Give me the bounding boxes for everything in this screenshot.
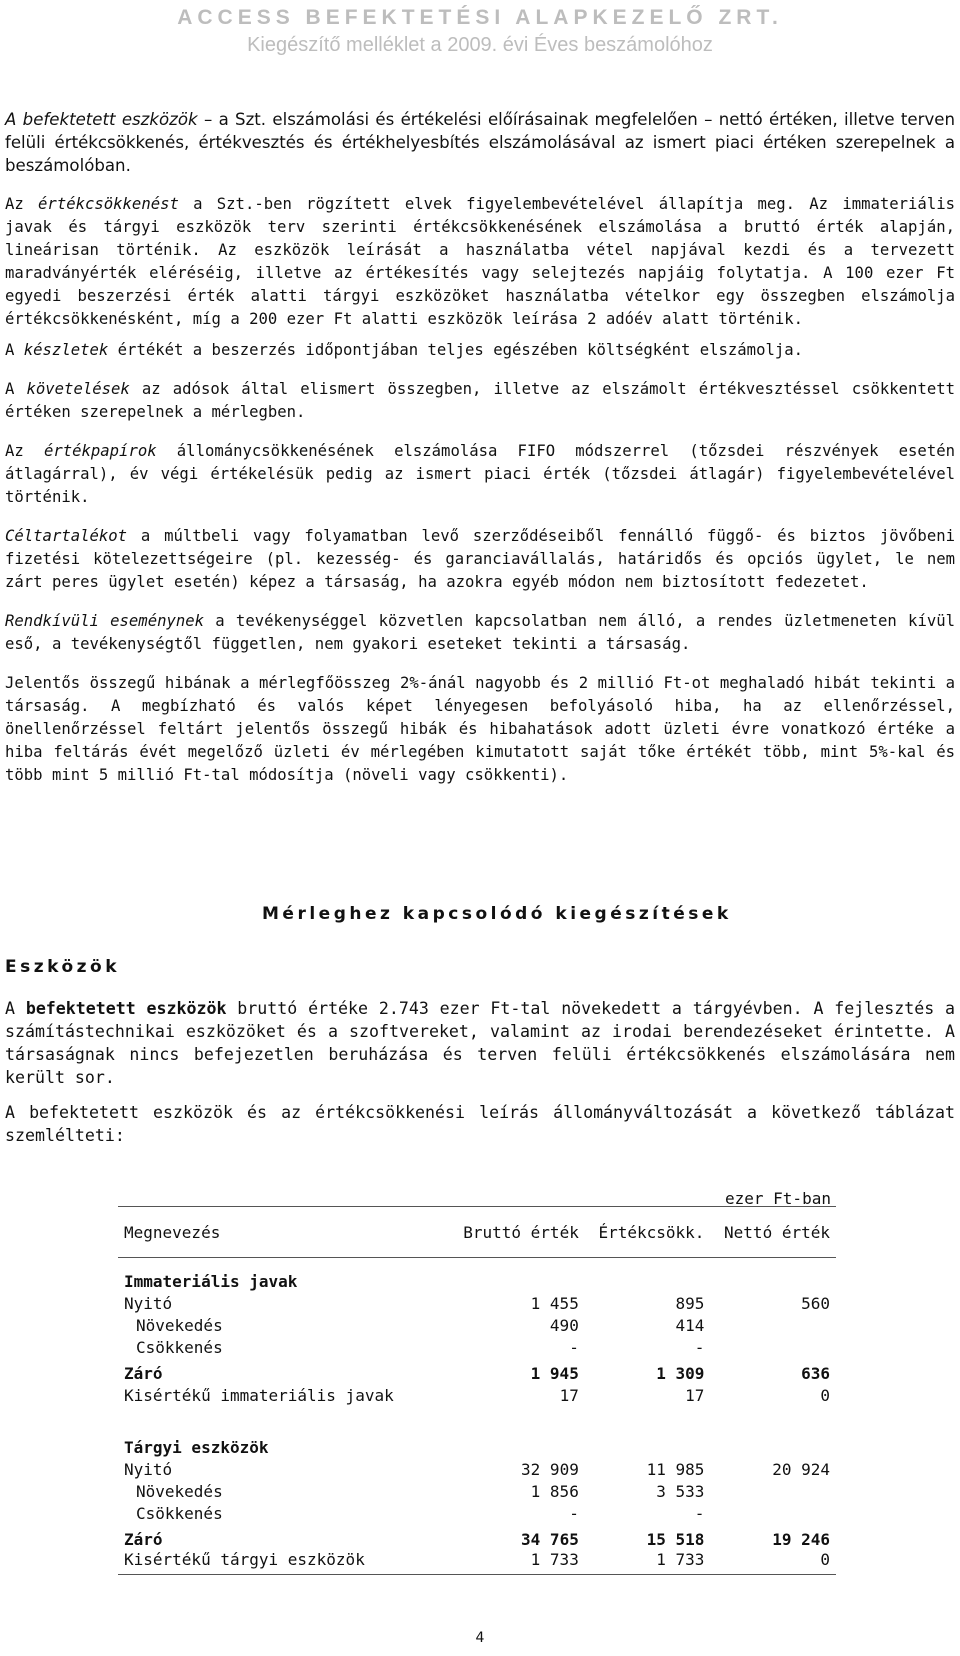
term-provisions: Céltartalékot — [5, 527, 128, 545]
table-row — [118, 1314, 836, 1336]
cell-gross: 1 856 — [530, 1481, 579, 1501]
term-inventory: készletek — [23, 341, 109, 359]
term-fixed-assets-bold: befektetett eszközök — [25, 999, 227, 1018]
closing-row — [118, 1362, 836, 1384]
cell-label: Nyitó — [124, 1459, 173, 1479]
header-depreciation: Értékcsökk. — [585, 1207, 711, 1258]
cell-depreciation: 1 733 — [585, 1550, 711, 1575]
paragraph-text: Az — [5, 195, 39, 213]
table-row — [118, 1384, 836, 1406]
cell-depreciation: 414 — [675, 1315, 705, 1335]
cell-gross: - — [569, 1337, 579, 1357]
cell-depreciation: 11 985 — [646, 1459, 705, 1479]
table-header-row — [118, 1207, 836, 1258]
cell-label: Csökkenés — [136, 1337, 223, 1357]
cell-net — [710, 1502, 836, 1524]
table-row — [118, 1550, 836, 1575]
cell-depreciation: 17 — [685, 1385, 705, 1405]
paragraph-provisions — [5, 525, 955, 594]
table-row — [118, 1336, 836, 1358]
company-name: ACCESS BEFEKTETÉSI ALAPKEZELŐ ZRT. — [177, 6, 783, 29]
term-depreciation: értékcsökkenést — [38, 195, 179, 213]
paragraph-text: A — [5, 380, 27, 398]
group-title-row — [118, 1436, 836, 1458]
cell-net — [710, 1480, 836, 1502]
page-number: 4 — [475, 1630, 485, 1646]
cell-net: 560 — [801, 1293, 830, 1313]
assets-text — [5, 997, 955, 1159]
cell-label: Kisértékű immateriális javak — [124, 1385, 394, 1405]
cell-net: 0 — [710, 1550, 836, 1575]
paragraph-assets-growth — [5, 997, 955, 1089]
paragraph-depreciation — [5, 193, 955, 331]
term-receivables: követelések — [26, 380, 130, 398]
paragraph-text: A — [5, 999, 26, 1018]
paragraph-text: az adósok által elismert összegben, illetve az elszámolt értékvesztéssel csökkentett értéken szerepelnek a mérlegben. — [5, 380, 955, 421]
paragraph-text: Az — [5, 442, 44, 460]
cell-gross: 490 — [549, 1315, 579, 1335]
assets-table — [118, 1206, 836, 1575]
cell-gross: 1 945 — [530, 1363, 579, 1383]
header-net: Nettó érték — [710, 1207, 836, 1258]
paragraph-text: – a Szt. elszámolási és értékelési előírásainak megfelelően – nettó értéken, illetve terven felüli értékcsökkenés, értékvesztés és értékhelyesbítés elszámolásával az ismert piaci értéken szerepelnek a beszámolóban. — [5, 110, 956, 175]
paragraph-fixed-assets — [5, 108, 955, 177]
term-securities: értékpapírok — [43, 442, 157, 460]
cell-depreciation: 1 309 — [656, 1363, 705, 1383]
cell-gross: 32 909 — [521, 1459, 579, 1479]
table-row — [118, 1292, 836, 1314]
table-unit: ezer Ft-ban — [725, 1189, 831, 1208]
term-extraordinary: Rendkívüli eseménynek — [5, 612, 205, 630]
group-title: Immateriális javak — [124, 1271, 298, 1291]
paragraph-securities — [5, 440, 955, 509]
cell-net — [710, 1314, 836, 1336]
term-fixed-assets: A befektetett eszközök — [5, 110, 198, 129]
paragraph-text: A — [5, 341, 24, 359]
paragraph-text: a Szt.-ben rögzített elvek figyelembevételével állapítja meg. Az immateriális javak és tárgyi eszközök terv szerinti értékcsökkenésének elszámolása a bruttó érték alapján, lineárisan történik. Az eszközök leírását a használatba vétel napjával kezdi és a tervezett maradványérték eléréséig, illetve az értékesítés vagy selejtezés napjáig folytatja. A 100 ezer Ft egyedi beszerzési érték alatti tárgyi eszközöket használatba vételkor egy összegben elszámolja értékcsökkenésként, míg a 200 ezer Ft alatti eszközök leírása 2 adóév alatt történik. — [5, 195, 955, 328]
closing-row — [118, 1528, 836, 1550]
cell-label: Növekedés — [136, 1481, 223, 1501]
cell-net: 19 246 — [772, 1529, 830, 1549]
cell-label: Növekedés — [136, 1315, 223, 1335]
paragraph-text: bruttó értéke 2.743 ezer Ft-tal növekedett a tárgyévben. A fejlesztés a számítástechnikai eszközöket és a szoftvereket, valamint az irodai berendezéseket érintette. A társaságnak nincs befejezetlen beruházása és terven felüli értékcsökkenés elszámolására nem került sor. — [5, 999, 955, 1087]
section-title: Mérleghez kapcsolódó kiegészítések — [262, 904, 732, 924]
paragraph-material-errors — [5, 672, 955, 787]
cell-depreciation: - — [694, 1503, 705, 1523]
subsection-title: Eszközök — [5, 957, 121, 977]
cell-label: Kisértékű tárgyi eszközök — [118, 1550, 457, 1575]
paragraph-text: a tevékenységgel közvetlen kapcsolatban nem álló, a rendes üzletmeneten kívül eső, a tevékenységtől független, nem gyakori eseteket tekinti a társaság. — [5, 612, 955, 653]
page-header — [0, 0, 960, 58]
cell-gross: 1 455 — [530, 1293, 579, 1313]
group-title: Tárgyi eszközök — [124, 1437, 269, 1457]
table-row — [118, 1480, 836, 1502]
cell-label: Záró — [124, 1363, 163, 1383]
cell-gross: 34 765 — [521, 1529, 579, 1549]
group-title-row — [118, 1270, 836, 1292]
cell-gross: - — [569, 1503, 579, 1523]
cell-net — [710, 1336, 836, 1358]
paragraph-text: a múltbeli vagy folyamatban levő szerződéseiből fennálló függő- és biztos jövőbeni fizetési kötelezettségeire (pl. kezesség- és garanciavállalás, határidős és opciós ügylet, le nem zárt peres ügylet esetén) képez a társaság, ha azokra egyéb módon nem biztosított fedezetet. — [5, 527, 955, 591]
cell-depreciation: - — [694, 1337, 705, 1357]
paragraph-table-intro: A befektetett eszközök és az értékcsökkenési leírás állományváltozását a következő táblázat szemlélteti: — [5, 1103, 955, 1145]
table-row — [118, 1502, 836, 1524]
paragraph-text: állománycsökkenésének elszámolása FIFO módszerrel (tőzsdei részvények esetén átlagárral), év végi értékelésük pedig az ismert piaci érték (tőzsdei átlagár) figyelembevételével történik. — [5, 442, 955, 506]
cell-depreciation: 15 518 — [646, 1529, 705, 1549]
cell-label: Záró — [124, 1529, 163, 1549]
paragraph-text: Jelentős összegű hibának a mérlegfőösszeg 2%-ánál nagyobb és 2 millió Ft-ot meghaladó hibát tekinti a társaság. A megbízható és valós képet lényegesen befolyásoló hiba, ha az ellenőrzéssel, önellenőrzéssel feltárt jelentős összegű hibák és hibahatások adott üzleti évre vonatkozó értéke a hiba feltárás évét megelőző üzleti év mérlegében kimutatott saját tőke értékét több, mint 5%-kal és több mint 5 millió Ft-tal módosítja (növeli vagy csökkenti). — [5, 674, 955, 784]
paragraph-inventory — [5, 339, 955, 362]
header-name: Megnevezés — [118, 1207, 457, 1258]
accounting-policies — [5, 108, 955, 803]
paragraph-extraordinary — [5, 610, 955, 656]
cell-net: 636 — [801, 1363, 830, 1383]
header-gross: Bruttó érték — [457, 1207, 585, 1258]
cell-net: 20 924 — [772, 1459, 830, 1479]
cell-gross: 17 — [559, 1385, 579, 1405]
cell-net: 0 — [820, 1385, 830, 1405]
cell-label: Csökkenés — [136, 1503, 223, 1523]
document-subtitle: Kiegészítő melléklet a 2009. évi Éves beszámolóhoz — [247, 34, 713, 56]
table-row — [118, 1458, 836, 1480]
cell-gross: 1 733 — [457, 1550, 585, 1575]
cell-label: Nyitó — [124, 1293, 173, 1313]
cell-depreciation: 3 533 — [656, 1481, 705, 1501]
paragraph-text: értékét a beszerzés időpontjában teljes egészében költségként elszámolja. — [108, 341, 804, 359]
paragraph-receivables — [5, 378, 955, 424]
cell-depreciation: 895 — [675, 1293, 705, 1313]
